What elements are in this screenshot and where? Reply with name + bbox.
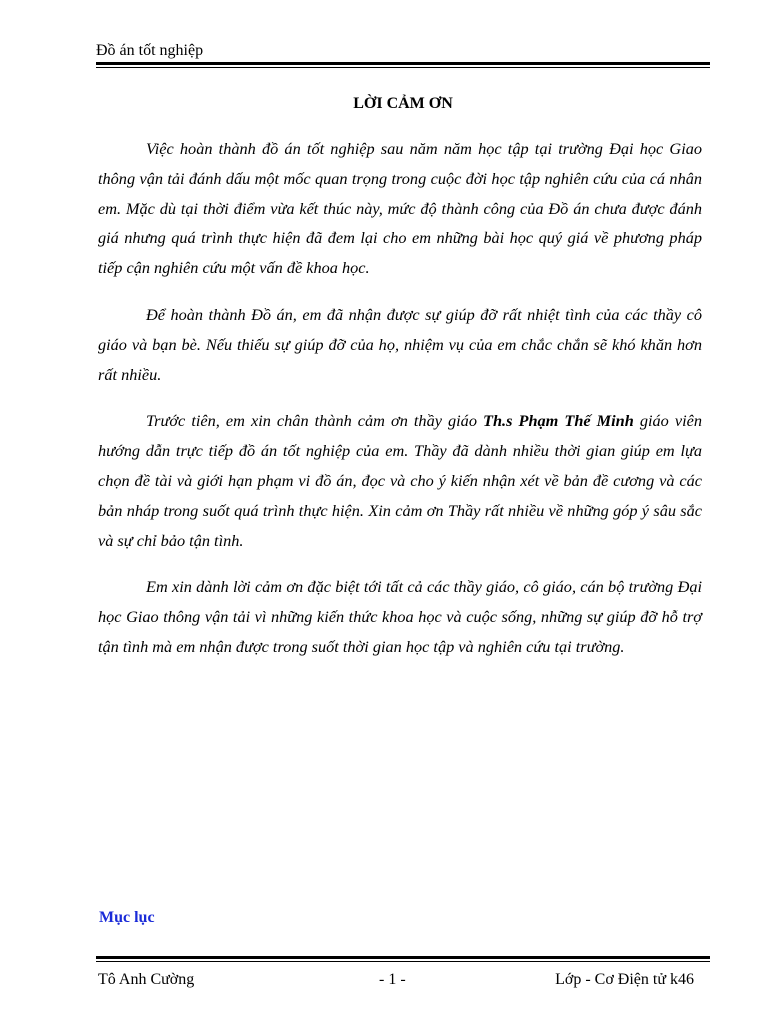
- supervisor-name: Th.s Phạm Thế Minh: [483, 411, 634, 431]
- paragraph-3-rest: giáo viên hướng dẫn trực tiếp đồ án tốt nghiệp của em. Thầy đã dành nhiều thời gian giúp em lựa chọn đề tài và giới hạn phạm vi đồ án, đọc và cho ý kiến nhận xét về bản đề cương và các bản nháp trong suốt quá trình thực hiện. Xin cảm ơn Thầy rất nhiều về những góp ý sâu sắc và sự chỉ bảo tận tình.: [98, 411, 703, 550]
- table-of-contents-link[interactable]: Mục lục: [99, 909, 155, 926]
- footer-divider: [96, 956, 710, 962]
- footer-author: Tô Anh Cường: [98, 971, 195, 988]
- acknowledgement-body: [98, 134, 702, 679]
- page-header-title: Đồ án tốt nghiệp: [96, 42, 204, 59]
- footer-class: Lớp - Cơ Điện tử k46: [555, 971, 694, 988]
- paragraph-3-intro: Trước tiên, em xin chân thành cảm ơn thầy giáo: [146, 411, 484, 431]
- paragraph-2: Để hoàn thành Đồ án, em đã nhận được sự giúp đỡ rất nhiệt tình của các thầy cô giáo và bạn bè. Nếu thiếu sự giúp đỡ của họ, nhiệm vụ của em chắc chắn sẽ khó khăn hơn rất nhiều.: [98, 304, 702, 384]
- footer-page-number: - 1 -: [379, 971, 406, 988]
- header-divider: [96, 62, 710, 68]
- paragraph-1: Việc hoàn thành đồ án tốt nghiệp sau năm năm học tập tại trường Đại học Giao thông vận tải đánh dấu một mốc quan trọng trong cuộc đời học tập nghiên cứu của cá nhân em. Mặc dù tại thời điểm vừa kết thúc này, mức độ thành công của Đồ án chưa được đánh giá nhưng quá trình thực hiện đã đem lại cho em những bài học quý giá về phương pháp tiếp cận nghiên cứu một vấn đề khoa học.: [98, 139, 702, 278]
- paragraph-3: [98, 406, 702, 555]
- page-title: LỜI CẢM ƠN: [353, 95, 453, 112]
- paragraph-4: Em xin dành lời cảm ơn đặc biệt tới tất cả các thầy giáo, cô giáo, cán bộ trường Đại học Giao thông vận tải vì những kiến thức khoa học và cuộc sống, những sự giúp đỡ hỗ trợ tận tình mà em nhận được trong suốt thời gian học tập và nghiên cứu tại trường.: [98, 577, 702, 656]
